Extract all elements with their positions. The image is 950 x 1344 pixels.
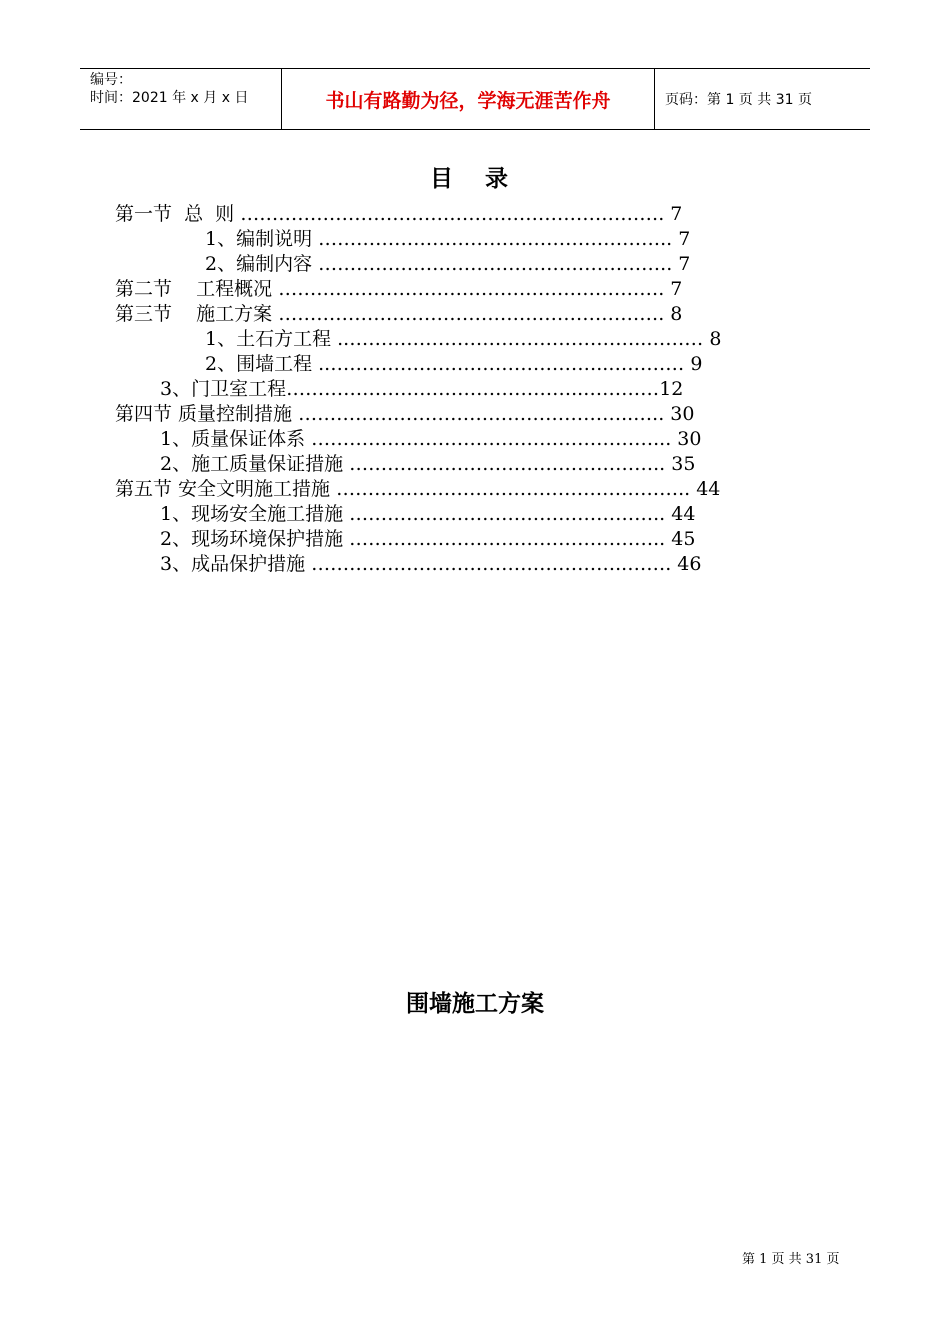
toc-entry[interactable] (160, 502, 695, 527)
document-title: 围墙施工方案 (406, 990, 544, 1017)
toc-entry-label: 2、编制内容 (205, 253, 313, 275)
toc-entry-page: . 7 (658, 278, 683, 300)
toc-entry[interactable] (115, 477, 720, 502)
toc-entry-page: 46 (671, 553, 702, 575)
toc-entry-label: 第四节 质量控制措施 (115, 403, 293, 425)
toc-entry-leader: ………………………………………………. (312, 253, 667, 275)
toc-entry-label: 2、围墙工程 (205, 353, 313, 375)
toc-entry-label: 第二节 工程概况 (115, 278, 273, 300)
header-page-info: 页码：第 1 页 共 31 页 (665, 92, 812, 108)
toc-entry-page: 44 (690, 478, 721, 500)
toc-entry[interactable] (160, 427, 701, 452)
toc-entry-page: . 7 (666, 253, 691, 275)
toc-entry-leader: …………………………………………………… (272, 303, 659, 325)
toc-entry-leader: ………………………………………….. (343, 528, 666, 550)
toc-entry-page: 30 (664, 403, 695, 425)
toc-entry-page: 35 (665, 453, 696, 475)
toc-entry-leader: ……………………………………………..….. (292, 403, 665, 425)
toc-entry-page: 12 (659, 378, 684, 400)
toc-entry-page: . 7 (658, 203, 683, 225)
toc-entry[interactable] (205, 227, 690, 252)
toc-entry-leader: …………………………………………………… (272, 278, 659, 300)
page-footer: 第 1 页 共 31 页 (742, 1252, 840, 1267)
toc-entry-leader: ………………………………………….. (343, 503, 666, 525)
toc-entry-label: 1、质量保证体系 (160, 428, 306, 450)
toc-entry-page: 7 (672, 228, 691, 250)
toc-entry[interactable] (115, 277, 682, 302)
toc-entry-leader: ………………………………………….. (343, 453, 666, 475)
toc-entry-leader: ……………………………………………….. (312, 228, 673, 250)
toc-entry-label: 1、现场安全施工措施 (160, 503, 344, 525)
toc-entry[interactable] (205, 327, 721, 352)
toc-entry-label: 3、成品保护措施 (160, 553, 306, 575)
toc-entry[interactable] (160, 452, 695, 477)
toc-entry[interactable] (115, 402, 694, 427)
toc-entry-page: 30 (671, 428, 702, 450)
toc-entry[interactable] (160, 377, 683, 402)
toc-entry[interactable] (160, 527, 695, 552)
toc-entry-leader: …………………………………………..……. (305, 553, 672, 575)
toc-entry[interactable] (205, 252, 690, 277)
toc-entry-label: 2、现场环境保护措施 (160, 528, 344, 550)
toc-entry-page: 44 (665, 503, 696, 525)
toc-entry[interactable] (205, 352, 702, 377)
toc-entry-leader: ..……………………………………..………… (312, 353, 685, 375)
toc-entry[interactable] (160, 552, 701, 577)
toc-entry-label: 第五节 安全文明施工措施 (115, 478, 331, 500)
toc-entry[interactable] (115, 302, 682, 327)
toc-entry-leader: ……………………………………………….. (330, 478, 691, 500)
toc-entry-page: 45 (665, 528, 696, 550)
toc-entry-leader: ………………………………………………………… (234, 203, 659, 225)
toc-title: 目 录 (429, 165, 520, 192)
toc-entry-label: 第一节 总 则 (115, 203, 235, 225)
toc-entry-label: 第三节 施工方案 (115, 303, 273, 325)
toc-entry-label: 1、土石方工程 (205, 328, 332, 350)
document-date-label: 时间：2021 年 x 月 x 日 (90, 90, 249, 106)
toc-entry-leader: ………………………………………………... (305, 428, 672, 450)
toc-entry-page: 8 (703, 328, 722, 350)
toc-entry-page: . 8 (658, 303, 683, 325)
toc-entry-leader: ………………………………………..………… (286, 378, 660, 400)
header-motto: 书山有路勤为径，学海无涯苦作舟 (325, 89, 611, 112)
toc-entry-label: 2、施工质量保证措施 (160, 453, 344, 475)
toc-entry-label: 3、门卫室工程 (160, 378, 287, 400)
toc-entry-label: 1、编制说明 (205, 228, 313, 250)
document-number-label: 编号： (90, 72, 132, 88)
toc-entry-page: 9 (684, 353, 703, 375)
toc-entry[interactable] (115, 202, 682, 227)
table-of-contents (0, 0, 950, 600)
toc-entry-leader: ..………………………………………..……… (331, 328, 704, 350)
